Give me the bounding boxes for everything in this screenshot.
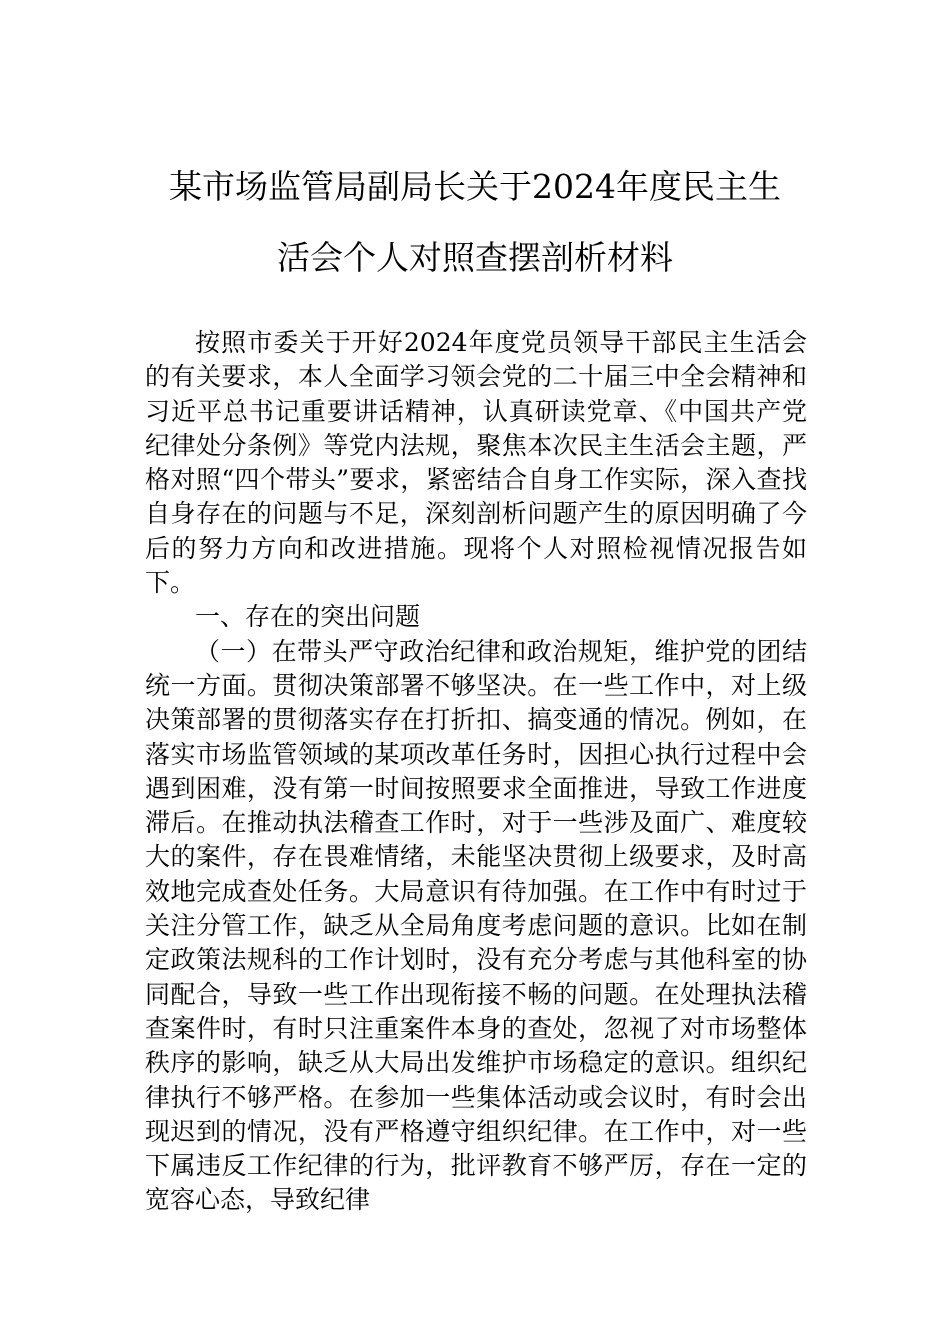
document-title-line-2: 活会个人对照查摆剖析材料 (277, 238, 673, 277)
document-body (145, 326, 807, 1218)
body-paragraph: （一）在带头严守政治纪律和政治规矩，维护党的团结统一方面。贯彻决策部署不够坚决。在一些工作中，对上级决策部署的贯彻落实存在打折扣、搞变通的情况。例如，在落实市场监管领域的某项改革任务时，因担心执行过程中会遇到困难，没有第一时间按照要求全面推进，导致工作进度滞后。在推动执法稽查工作时，对于一些涉及面广、难度较大的案件，存在畏难情绪，未能坚决贯彻上级要求，及时高效地完成查处任务。大局意识有待加强。在工作中有时过于关注分管工作，缺乏从全局角度考虑问题的意识。比如在制定政策法规科的工作计划时，没有充分考虑与其他科室的协同配合，导致一些工作出现衔接不畅的问题。在处理执法稽查案件时，有时只注重案件本身的查处，忽视了对市场整体秩序的影响，缺乏从大局出发维护市场稳定的意识。组织纪律执行不够严格。在参加一些集体活动或会议时，有时会出现迟到的情况，没有严格遵守组织纪律。在工作中，对一些下属违反工作纪律的行为，批评教育不够严厉，存在一定的宽容心态，导致纪律 (145, 636, 807, 1215)
section-heading: 一、存在的突出问题 (195, 602, 421, 632)
intro-paragraph: 按照市委关于开好2024年度党员领导干部民主生活会的有关要求，本人全面学习领会党的二十届三中全会精神和习近平总书记重要讲话精神，认真研读党章、《中国共产党纪律处分条例》等党内法规，聚焦本次民主生活会主题，严格对照“四个带头”要求，紧密结合自身工作实际，深入查找自身存在的问题与不足，深刻剖析问题产生的原因明确了今后的努力方向和改进措施。现将个人对照检视情况报告如下。 (145, 328, 807, 598)
document-title-line-1: 某市场监管局副局长关于2024年度民主生 (169, 167, 781, 206)
